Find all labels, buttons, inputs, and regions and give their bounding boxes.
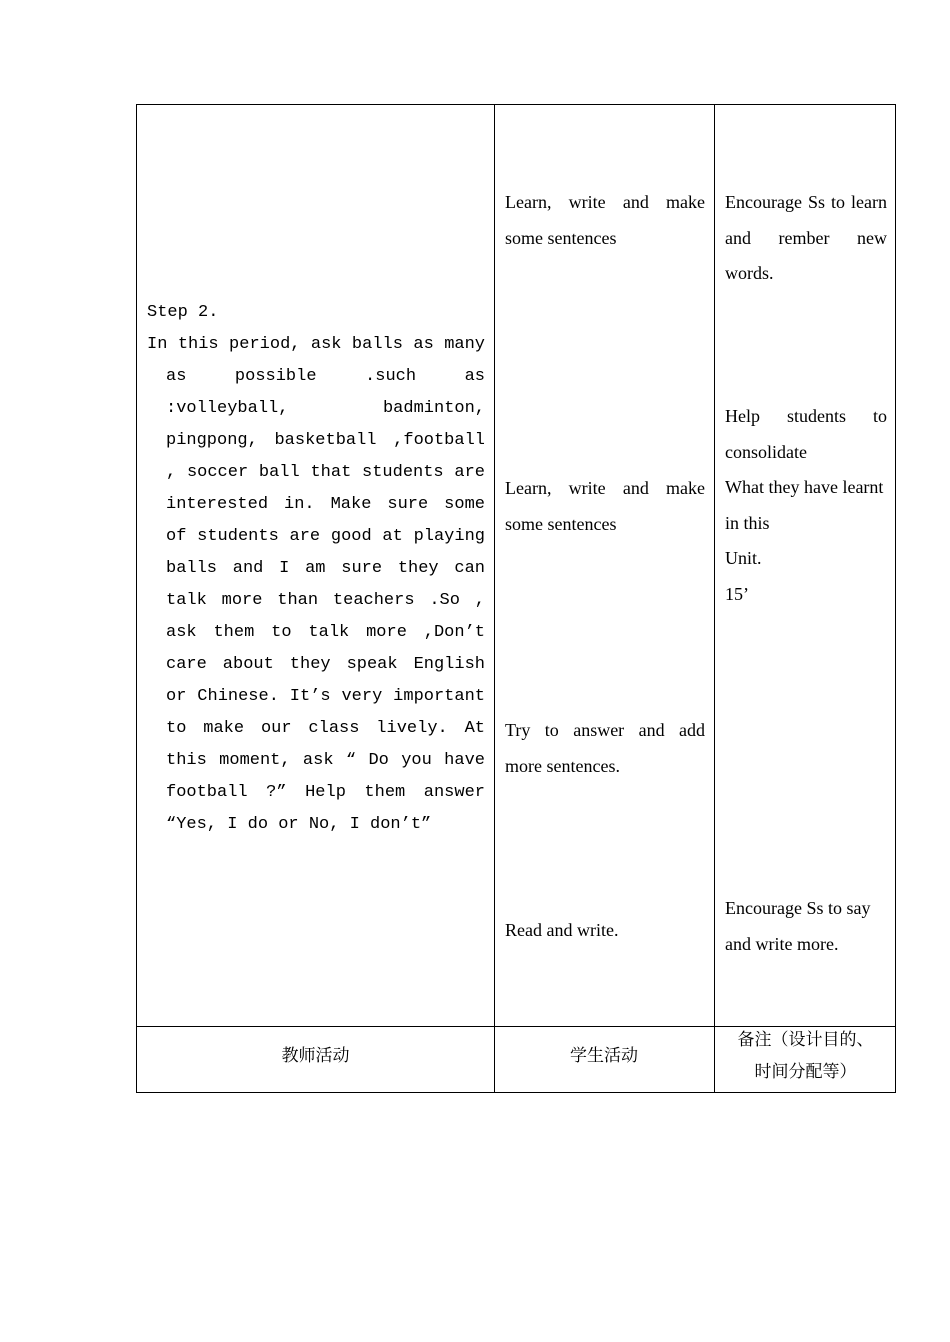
notes-label xyxy=(714,1024,897,1088)
teacher-activity-text: In this period, ask balls as many as possible .such as :volleyball, badminton, pingpong, basketball ,football , soccer ball that students are interested in. Make sure some of students are good at playing balls and I am sure they can talk more than teachers .So , ask them to talk more ,Don’t care about they speak English or Chinese. It’s very important to make our class lively. At this moment, ask “ Do you have football ?” Help them answer “Yes, I do or No, I don’t” xyxy=(147,335,485,834)
student-activity-item: Try to answer and add more sentences. xyxy=(505,720,705,776)
notes-line: Help students to consolidate xyxy=(725,406,887,462)
notes-item-consolidate xyxy=(725,399,887,612)
student-activity-item: Learn, write and make some sentences xyxy=(505,192,705,248)
step-heading: Step 2. xyxy=(147,303,219,322)
notes-line: Unit. xyxy=(725,548,762,568)
column-divider-2 xyxy=(714,105,715,1092)
teacher-activity-cell xyxy=(147,297,485,841)
notes-label-line: 备注（设计目的、 xyxy=(737,1030,874,1050)
notes-item: Encourage Ss to learn and rember new words. xyxy=(725,192,887,283)
notes-item: Encourage Ss to say and write more. xyxy=(725,898,871,954)
notes-line: What they have learnt in this xyxy=(725,477,884,533)
student-activity-label: 学生活动 xyxy=(570,1046,638,1066)
notes-label-line: 时间分配等） xyxy=(754,1062,857,1082)
student-activity-item: Read and write. xyxy=(505,920,619,940)
student-activity-item: Learn, write and make some sentences xyxy=(505,478,705,534)
teacher-activity-label: 教师活动 xyxy=(281,1046,350,1066)
lesson-plan-table xyxy=(136,104,896,1093)
column-divider-1 xyxy=(494,105,495,1092)
notes-line: 15’ xyxy=(725,583,749,604)
